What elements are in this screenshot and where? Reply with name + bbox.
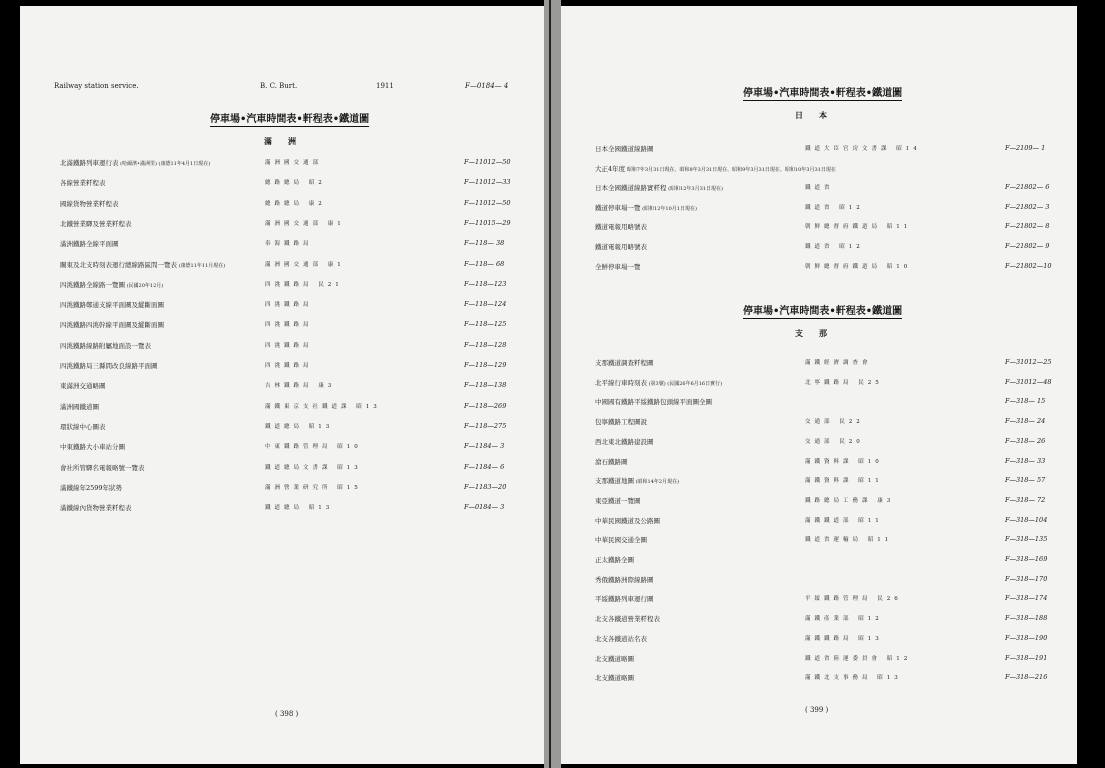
entry-call-number: F—318—188: [1005, 614, 1048, 623]
entry-source: 滿洲國交通部 康1: [265, 220, 345, 227]
list-item: [60, 463, 530, 475]
entry-source: 滿鐵經濟調查會: [805, 360, 872, 366]
list-item: [595, 242, 1065, 254]
entry-title-text: 環狀線中心圖表: [60, 422, 106, 431]
entry-title: [595, 397, 712, 406]
entry-title-text: 支那鐵道調查粁程圖: [595, 359, 654, 367]
entry-source: 北寧鐵路局 民25: [805, 379, 883, 386]
entry-title: [60, 341, 151, 350]
region-heading: 日 本: [795, 110, 827, 120]
entry-title-text: 北平線行車時刻表: [595, 378, 647, 387]
entry-source: 總路總局 康2: [265, 200, 326, 207]
list-item: [60, 402, 530, 414]
entry-note: 昭和7年3月31日現在、昭和8年3月31日現在、昭和9年3月31日現在、昭和10年3月31日現在: [625, 166, 836, 173]
entry-call-number: F—1183—20: [464, 482, 507, 491]
list-item: [60, 239, 530, 251]
entry-title: [60, 178, 106, 187]
list-item: [60, 280, 530, 292]
entry-title-text: 滿洲國鐵道圖: [60, 402, 99, 411]
entry-source: 交通部 民22: [805, 419, 864, 426]
entry-title: [60, 239, 119, 248]
entry-call-number: F—318—170: [1005, 574, 1048, 583]
entry-note: (康德11年11月現在): [177, 262, 226, 269]
entry-call-number: F—118—125: [464, 320, 507, 329]
entry-title: [595, 614, 660, 623]
list-item: [60, 341, 530, 353]
entry-source: 鐵道省: [805, 185, 834, 192]
entry-source: 四洮鐵路局 民21: [265, 281, 343, 288]
page-number: ( 398 ): [275, 710, 299, 718]
section-title: 停車場•汽車時間表•軒程表•鐵道圖: [210, 110, 369, 127]
entry-source: 鐵道總局 昭13: [265, 505, 334, 512]
list-item: [595, 262, 1065, 274]
entry-call-number: F—118—138: [464, 381, 507, 390]
entry-call-number: F—318—174: [1005, 594, 1048, 603]
entry-call-number: F—318— 26: [1005, 436, 1046, 445]
entry-title: [60, 402, 99, 411]
entry-source: 鐵道總局文書課 昭13: [265, 464, 362, 471]
entry-title-text: 四洮鐵路局三縣間改良線路平面圖: [60, 362, 158, 370]
entry-call-number: F—1184— 3: [464, 442, 505, 451]
list-item: [595, 183, 1065, 195]
entry-call-number: F—21802— 6: [1005, 183, 1050, 192]
entry-title-text: 日本全國鐵道線路圖: [595, 145, 654, 153]
list-item: [595, 476, 1065, 488]
entry-title-text: 北支各鐵道營業粁程表: [595, 615, 660, 624]
entry-source: 鐵道省 昭12: [805, 204, 864, 211]
entry-call-number: F—11012—50: [464, 198, 511, 207]
entry-call-number: F—318—191: [1005, 653, 1048, 662]
entry-call-number: F—11012—33: [464, 178, 511, 187]
header-year: 1911: [376, 82, 394, 90]
list-item: [595, 222, 1065, 234]
entry-title-text: 國線貨物營業粁程表: [60, 199, 119, 208]
entry-call-number: F—11012—50: [464, 158, 511, 166]
entry-title: [60, 381, 106, 390]
list-item: [595, 397, 1065, 409]
entry-title-text: 秀俄鐵路洲際線路圖: [595, 575, 654, 584]
entry-title: [595, 654, 634, 663]
entry-title: [595, 516, 660, 525]
header-author: B. C. Burt.: [260, 82, 298, 90]
list-item: [595, 673, 1065, 685]
entry-call-number: F—318— 15: [1005, 397, 1046, 406]
entry-call-number: F—118—124: [464, 300, 507, 309]
entry-source: 滿鐵資料課 昭11: [805, 478, 883, 485]
entry-title-text: 正太鐵路全圖: [595, 556, 634, 564]
entry-call-number: F—318— 57: [1005, 476, 1046, 485]
entry-call-number: F—21802— 8: [1005, 222, 1050, 231]
list-item: [60, 422, 530, 434]
entry-title: [60, 483, 122, 492]
section-title: 停車場•汽車時間表•軒程表•鐵道圖: [743, 84, 902, 101]
list-item: [60, 361, 530, 373]
entry-title-text: 滿鐵線年2599年狀勢: [60, 483, 123, 492]
book-gutter: [544, 0, 561, 768]
entry-title: [60, 320, 164, 329]
list-item: [595, 535, 1065, 547]
list-item: [60, 483, 530, 495]
entry-source: 交通部 民20: [805, 438, 864, 445]
entry-note: (昭和14年2月現在): [634, 479, 680, 486]
list-item: [595, 378, 1065, 390]
entry-source: 中東鐵路管理局 昭10: [265, 444, 362, 451]
region-heading: 滿 洲: [264, 136, 296, 146]
entry-source: 鐵道省陸運委員會 昭12: [805, 655, 912, 662]
entry-title: [60, 300, 164, 309]
list-item: [595, 164, 1065, 176]
entry-source: 滿鐵產業部 昭12: [805, 616, 883, 623]
list-item: [60, 442, 530, 454]
entry-title-text: 會社所管驛名電報略號一覽表: [60, 463, 145, 472]
entry-title: [595, 476, 679, 485]
entry-title: [595, 496, 641, 505]
entry-title-text: 中國國有鐵路平綏鐵路包頭線平面圖全圖: [595, 398, 712, 407]
entry-title: [60, 463, 145, 472]
entry-call-number: F—31012—25: [1005, 358, 1052, 366]
entry-source: 總路總局 昭2: [265, 180, 326, 187]
entry-source: 滿洲國交通部 康1: [265, 261, 345, 268]
entry-title: [60, 361, 158, 370]
entry-title: [60, 422, 106, 431]
entry-title: [595, 555, 634, 564]
entry-note: (第3號) (民國26年6月16日實行): [647, 380, 723, 387]
entry-source: 鐵道省運輸局 昭11: [805, 537, 893, 544]
entry-title-text: 日本全國鐵道線路實粁程: [595, 184, 667, 193]
entry-title-text: 大正4年度: [595, 164, 626, 173]
list-item: [60, 199, 530, 211]
page-number: ( 399 ): [805, 706, 829, 714]
list-item: [595, 594, 1065, 606]
entry-call-number: F—2109— 1: [1005, 144, 1046, 152]
entry-call-number: F—118—123: [464, 279, 507, 288]
entry-title: [60, 199, 119, 208]
entry-source: 四洮鐵路局: [265, 322, 313, 329]
header-series: Railway station service.: [54, 82, 139, 90]
entry-call-number: F—118—128: [464, 340, 507, 349]
entry-title-text: 東滿洲交通略圖: [60, 382, 106, 391]
entry-title: [595, 242, 647, 251]
entry-source: 鐵路總局工務課 康3: [805, 497, 895, 504]
entry-title-text: 支那鐵道地圖: [595, 477, 634, 486]
entry-source: 鐵道總局 昭13: [265, 423, 334, 430]
entry-call-number: F—21802— 3: [1005, 202, 1050, 211]
entry-title-text: 包寧鐵路工程圖說: [595, 418, 647, 427]
gutter-edge: [549, 0, 551, 768]
entry-source: 平綏鐵路管理局 民26: [805, 596, 902, 603]
entry-call-number: F—318—216: [1005, 673, 1048, 682]
entry-source: 四洮鐵路局: [265, 363, 313, 369]
list-item: [595, 358, 1065, 370]
region-heading-2: 支 那: [795, 328, 827, 338]
entry-call-number: F—21802— 9: [1005, 242, 1050, 250]
list-item: [595, 144, 1065, 156]
entry-call-number: F—1184— 6: [464, 462, 505, 471]
entry-call-number: F—318—190: [1005, 633, 1048, 642]
entry-call-number: F—118— 38: [464, 239, 505, 248]
entry-title: [595, 222, 647, 231]
list-item: [595, 457, 1065, 469]
entry-title: [595, 378, 722, 387]
list-item: [595, 417, 1065, 429]
entry-call-number: F—118—129: [464, 361, 507, 369]
entry-title: [60, 260, 225, 269]
entry-call-number: F—31012—48: [1005, 377, 1052, 386]
entry-call-number: F—21802—10: [1005, 261, 1052, 270]
entry-call-number: F—318—104: [1005, 515, 1048, 524]
entry-call-number: F—318— 33: [1005, 456, 1046, 465]
entry-title-text: 鐵道電報用略號表: [595, 223, 647, 232]
entry-note: (哈爾濱•滿洲里) (康德11年4月1日現在): [118, 161, 211, 167]
entry-source: 滿鐵鐵路局 昭13: [805, 635, 883, 642]
entry-title-text: 中華民國交通全圖: [595, 536, 647, 545]
entry-title: [595, 183, 723, 192]
list-item: [60, 300, 530, 312]
entry-call-number: F—118— 68: [464, 259, 505, 268]
entry-title-text: 關東及北支時刻表運行總線路區間一覽表: [60, 260, 177, 269]
entry-source: 朝鮮總督府鐵道局 昭11: [805, 224, 912, 231]
entry-title: [595, 634, 647, 643]
entry-title-text: 滿洲鐵路全線平面圖: [60, 240, 119, 249]
entry-title-text: 滿鐵線內貨物營業粁程表: [60, 504, 132, 513]
entry-title-text: 四洮鐵路鄭通支線平面圖及縱斷面圖: [60, 301, 164, 310]
entry-call-number: F—118—275: [464, 421, 507, 430]
entry-title: [595, 203, 697, 212]
entry-title-text: 鐵道停車場一覽: [595, 203, 641, 212]
entry-source: 鐵道大臣官房文書課 昭14: [805, 146, 921, 152]
entry-title: [60, 503, 132, 512]
entry-source: 四洮鐵路局: [265, 302, 313, 309]
entry-source: 滿洲國交通部: [265, 160, 323, 166]
entry-title-text: 北滿鐵路列車運行表: [60, 159, 119, 167]
entry-source: 滿鐵資料課 昭10: [805, 458, 883, 465]
entry-title-text: 中華民國鐵道及公路圖: [595, 516, 660, 525]
list-item: [595, 437, 1065, 449]
entry-source: 四洮鐵路局: [265, 342, 313, 349]
list-item: [60, 503, 530, 515]
entry-title-text: 各線營業粁程表: [60, 179, 106, 188]
entry-title-text: 鐵道電報用略號表: [595, 243, 647, 251]
entry-source: 吉林鐵路局 康3: [265, 383, 336, 390]
entry-note: (民國20年12月): [125, 282, 164, 289]
entry-call-number: F—318—169: [1005, 555, 1048, 563]
entry-source: 朝鮮總督府鐵道局 昭10: [805, 263, 912, 270]
entry-title: [595, 673, 634, 682]
entry-title-text: 四洮鐵路線路附屬地面設一覽表: [60, 341, 151, 350]
entry-title-text: 北支各鐵道站名表: [595, 634, 647, 643]
entry-call-number: F—118—269: [464, 401, 507, 410]
entry-note: (昭和12年3月31日現在): [666, 186, 723, 193]
list-item: [60, 260, 530, 272]
entry-title-text: 北支鐵道略圖: [595, 654, 634, 663]
entry-title-text: 西北東北鐵路建設圖: [595, 437, 654, 446]
entry-source: 鐵道省 昭12: [805, 244, 864, 250]
entry-source: 奉海鐵路局: [265, 241, 313, 248]
entry-source: 滿鐵北支事務局 昭13: [805, 675, 902, 682]
entry-title-text: 平綏鐵路列車運行圖: [595, 595, 654, 604]
list-item: [60, 158, 530, 170]
section-title-2: 停車場•汽車時間表•軒程表•鐵道圖: [743, 302, 902, 319]
entry-title: [595, 437, 654, 446]
entry-title: [595, 575, 654, 584]
list-item: [595, 555, 1065, 567]
entry-title: [60, 158, 210, 167]
left-page: [20, 6, 544, 764]
entry-title-text: 東亞鐵道一覽圖: [595, 496, 641, 505]
entry-title: [595, 457, 628, 466]
entry-title: [595, 164, 836, 173]
entry-call-number: F—318— 24: [1005, 417, 1046, 426]
entry-source: 滿鐵東京支社鐵道課 昭13: [265, 403, 381, 410]
entry-note: (昭和12年10月1日現在): [640, 205, 697, 212]
entry-title-text: 全鮮停車場一覽: [595, 262, 641, 271]
entry-source: 滿鐵鐵道部 昭11: [805, 517, 883, 524]
list-item: [60, 381, 530, 393]
entry-call-number: F—0184— 3: [464, 503, 505, 512]
entry-title-text: 四洮鐵路四洮幹線平面圖及縱斷面圖: [60, 321, 164, 330]
list-item: [595, 203, 1065, 215]
list-item: [595, 516, 1065, 528]
list-item: [60, 219, 530, 231]
entry-call-number: F—318— 72: [1005, 495, 1046, 504]
list-item: [595, 496, 1065, 508]
list-item: [595, 654, 1065, 666]
entry-title-text: 北支鐵道略圖: [595, 674, 634, 683]
entry-title: [595, 535, 647, 544]
list-item: [595, 614, 1065, 626]
right-page: [561, 6, 1077, 764]
entry-title: [595, 417, 647, 426]
entry-title-text: 滄石鐵路圖: [595, 457, 628, 466]
entry-title-text: 四洮鐵路全線路一覽圖: [60, 280, 125, 289]
entry-title: [595, 144, 654, 153]
entry-title-text: 北鐵營業驛及營業粁程表: [60, 219, 132, 228]
entry-source: 滿洲營業研究所 昭15: [265, 484, 362, 491]
entry-title-text: 中東鐵路大小車站分圖: [60, 443, 125, 452]
entry-title: [595, 594, 654, 603]
list-item: [60, 178, 530, 190]
list-item: [60, 320, 530, 332]
header-code: F—0184— 4: [465, 82, 509, 90]
entry-call-number: F—318—135: [1005, 535, 1048, 544]
entry-title: [60, 442, 125, 451]
entry-title: [595, 262, 641, 271]
list-item: [595, 634, 1065, 646]
list-item: [595, 575, 1065, 587]
entry-title: [595, 358, 654, 367]
entry-title: [60, 219, 132, 228]
entry-title: [60, 280, 163, 289]
entry-call-number: F—11015—29: [464, 218, 511, 227]
